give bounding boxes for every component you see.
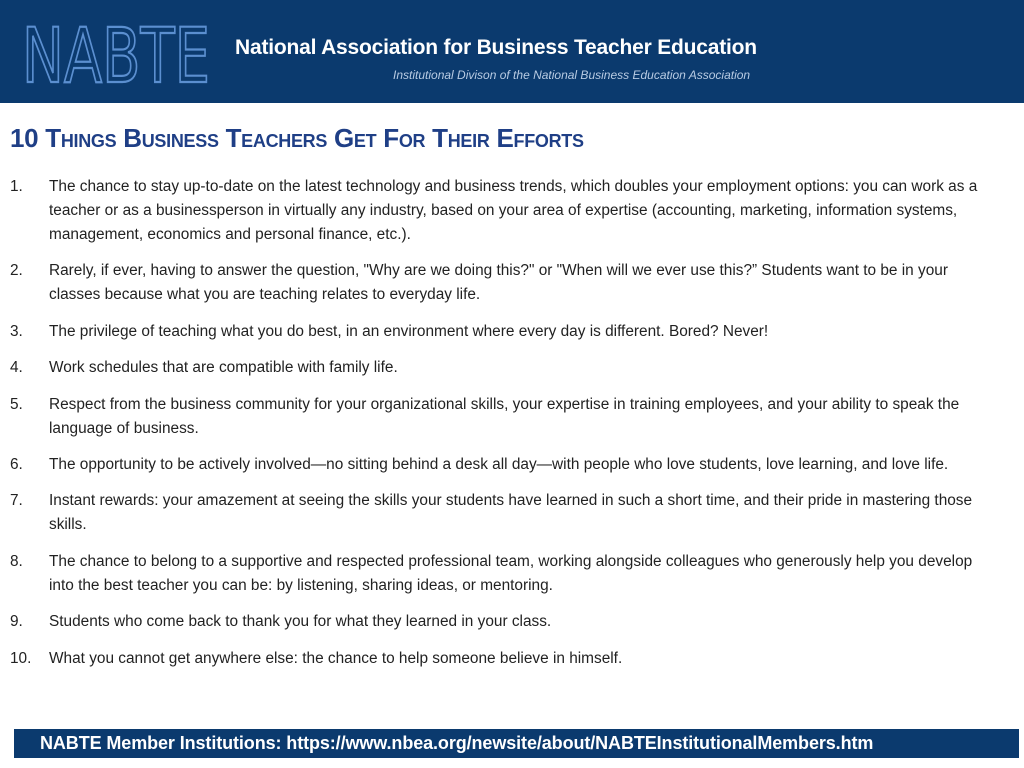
list-item	[10, 489, 1000, 537]
item-text: Work schedules that are compatible with family life.	[49, 359, 398, 377]
item-text: The privilege of teaching what you do best, in an environment where every day is different. Bored? Never!	[49, 322, 769, 340]
list-item	[10, 610, 1000, 634]
item-text: Students who come back to thank you for what they learned in your class.	[49, 613, 552, 631]
item-text: Respect from the business community for your organizational skills, your expertise in training employees, and your ability to speak the language of business.	[49, 395, 960, 437]
item-text: The opportunity to be actively involved—no sitting behind a desk all day—with people who love students, love learning, and love life.	[49, 455, 949, 473]
item-number: 7.	[10, 492, 23, 510]
organization-name: National Association for Business Teacher Education	[235, 36, 757, 59]
item-number: 9.	[10, 613, 23, 631]
list-item	[10, 393, 1000, 441]
list-item	[10, 320, 1000, 344]
item-number: 1.	[10, 178, 23, 195]
item-text: Rarely, if ever, having to answer the question, "Why are we doing this?" or "When will we ever use this?” Students want to be in your classes because what you are teaching relates to everyday life.	[49, 262, 948, 304]
list-item	[10, 550, 1000, 598]
member-institutions-link[interactable]: NABTE Member Institutions: https://www.nbea.org/newsite/about/NABTEInstitutionalMembers.htm	[40, 733, 874, 753]
item-number: 3.	[10, 322, 23, 340]
list-item	[10, 175, 1000, 247]
item-text: The chance to belong to a supportive and respected professional team, working alongside colleagues who generously help you develop into the best teacher you can be: by listening, sharing ideas, or mentoring.	[49, 552, 973, 594]
nabte-logo	[22, 11, 214, 100]
list-item	[10, 259, 1000, 307]
item-number: 6.	[10, 455, 23, 473]
item-number: 4.	[10, 359, 23, 377]
organization-subtitle: Institutional Divison of the National Business Education Association	[393, 68, 751, 82]
logo-wordmark: NABTE	[22, 11, 210, 100]
footer-banner	[14, 729, 1019, 758]
item-text: Instant rewards: your amazement at seeing the skills your students have learned in such a short time, and their pride in mastering those skills.	[49, 492, 973, 534]
item-number: 8.	[10, 552, 23, 570]
item-number: 5.	[10, 395, 23, 413]
item-text: What you cannot get anywhere else: the chance to help someone believe in himself.	[49, 649, 623, 667]
slide-title: 10 Things Business Teachers Get For Their Efforts	[10, 123, 584, 153]
list-item	[10, 647, 1000, 671]
item-text: The chance to stay up-to-date on the latest technology and business trends, which doubles your employment options: you can work as a teacher or as a businessperson in virtually any industry, based on your area of expertise (accounting, marketing, information systems, management, economics and personal finance, etc.).	[49, 178, 978, 243]
item-number: 2.	[10, 262, 23, 280]
item-number: 10.	[10, 649, 32, 667]
header-banner	[0, 0, 1024, 103]
list-item	[10, 356, 1000, 380]
list-item	[10, 453, 1000, 477]
benefits-list	[10, 175, 1000, 683]
